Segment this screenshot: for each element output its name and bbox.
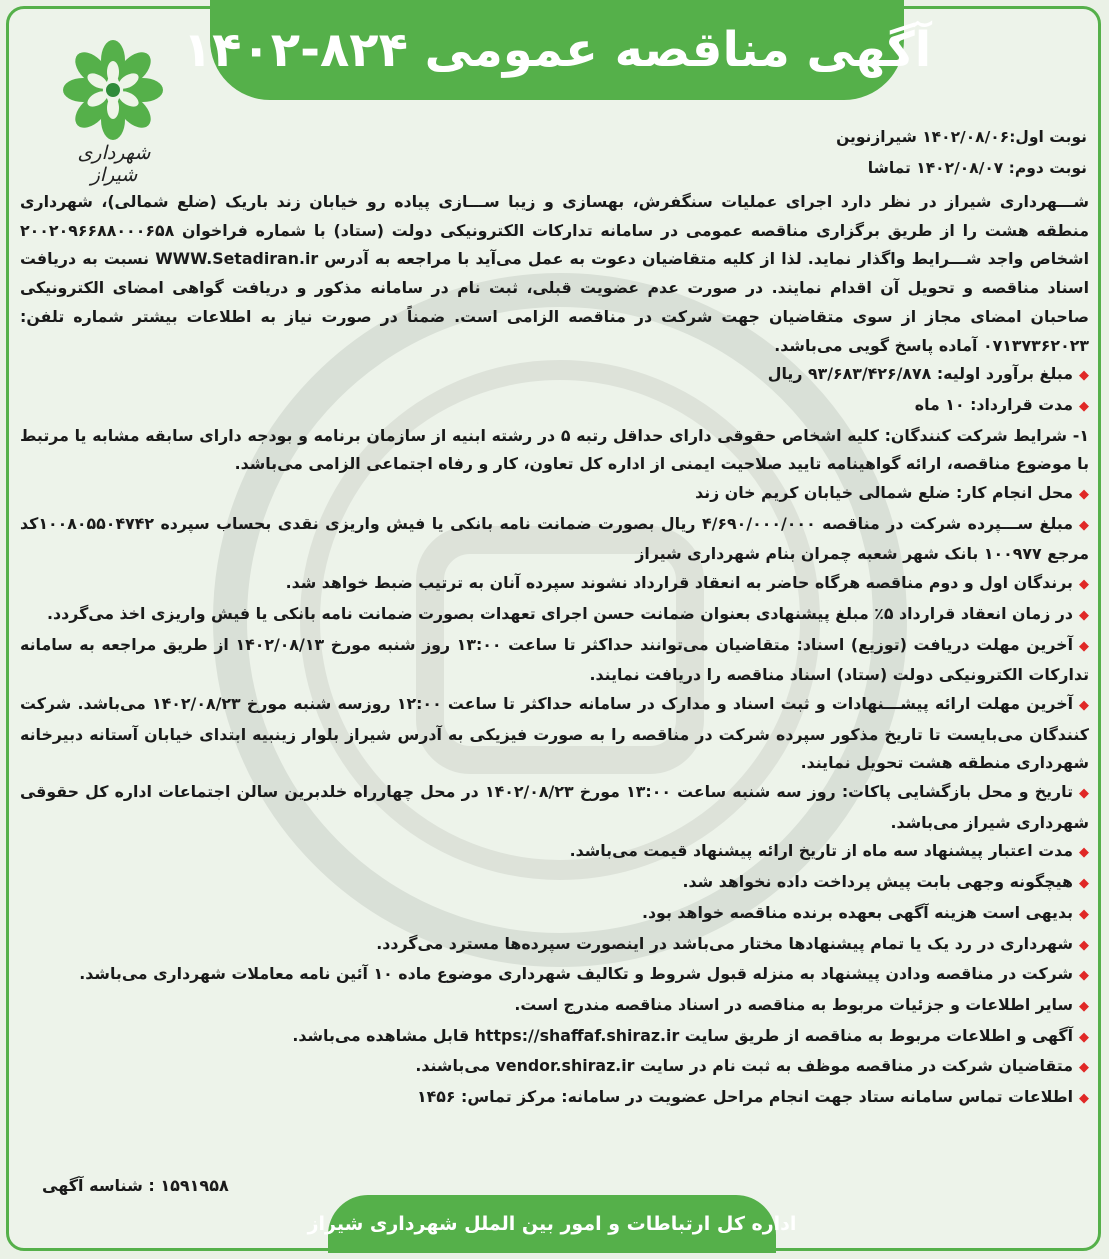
condition-item xyxy=(20,631,1089,690)
condition-text: مبلغ برآورد اولیه: ۹۳/۶۸۳/۴۲۶/۸۷۸ ریال xyxy=(767,364,1073,384)
diamond-bullet-icon: ◆ xyxy=(1079,845,1089,861)
second-publication: نوبت دوم: ۱۴۰۲/۰۸/۰۷ تماشا xyxy=(867,159,1087,177)
condition-item xyxy=(20,690,1089,778)
title-banner xyxy=(182,0,932,100)
condition-item xyxy=(20,1022,1089,1053)
condition-item xyxy=(20,868,1089,899)
condition-text: بدیهی است هزینه آگهی بعهده برنده مناقصه خواهد بود. xyxy=(641,902,1073,922)
condition-text: ۱- شرایط شرکت کنندگان: کلیه اشخاص حقوقی دارای حداقل رتبه ۵ در رشته ابنیه از سازمان برنامه و بودجه دارای سابقه مشابه یا مرتبط با موضوع مناقصه، ارائه گواهینامه تایید صلاحیت ایمنی از اداره کل تعاون، کار و رفاه اجتماعی الزامی می‌باشد. xyxy=(20,425,1089,474)
diamond-bullet-icon: ◆ xyxy=(1079,937,1089,953)
ad-body xyxy=(20,188,1089,1114)
diamond-bullet-icon: ◆ xyxy=(1079,786,1090,802)
condition-text: آگهی و اطلاعات مربوط به مناقصه از طریق سایت https://shaffaf.shiraz.ir قابل مشاهده می‌باشد. xyxy=(292,1025,1073,1045)
condition-text: مبلغ ســـپرده شرکت در مناقصه ۴/۶۹۰/۰۰۰/۰۰۰ ریال بصورت ضمانت نامه بانکی یا فیش واریزی نقدی بحساب سپرده ۱۰۰۸۰۵۵۰۴۷۴۲کد مرجع ۱۰۰۹۷۷ بانک شهر شعبه چمران بنام شهرداری شیراز xyxy=(20,513,1089,564)
diamond-bullet-icon: ◆ xyxy=(1079,638,1089,654)
condition-text: محل انجام کار: ضلع شمالی خیابان کریم خان زند xyxy=(695,483,1073,503)
intro-paragraph: شـــهرداری شیراز در نظر دارد اجرای عملیات سنگفرش، بهسازی و زیبا ســـازی پیاده رو خیابان زند باریک (ضلع شمالی)، شهرداری منطقه هشت را از طریق برگزاری مناقصه عمومی در سامانه تدارکات الکترونیکی دولت (ستاد) با شماره فراخوان ۲۰۰۲۰۹۶۶۸۸۰۰۰۶۵۸ اشخاص واجد شـــرایط واگذار نماید. لذا از کلیه متقاضیان دعوت به عمل می‌آید با مراجعه به آدرس WWW.Setadiran.ir نسبت به دریافت اسناد مناقصه و تحویل آن اقدام نمایند. در صورت عدم عضویت قبلی، ثبت نام در سامانه مذکور و دریافت گواهی امضای الکترونیکی صاحبان امضای مجاز از سوی متقاضیان جهت شرکت در مناقصه الزامی است. ضمناً در صورت نیاز به اطلاعات بیشتر شماره تلفن: ۰۷۱۳۷۳۶۲۰۲۳ آماده پاسخ گویی می‌باشد. xyxy=(20,192,1089,355)
diamond-bullet-icon: ◆ xyxy=(1079,368,1089,384)
diamond-bullet-icon: ◆ xyxy=(1079,1060,1089,1076)
condition-item xyxy=(20,479,1089,510)
diamond-bullet-icon: ◆ xyxy=(1079,906,1089,922)
condition-item xyxy=(20,991,1089,1022)
condition-item xyxy=(20,899,1089,930)
page-title: آگهی مناقصه عمومی ۸۲۴-۱۴۰۲ xyxy=(182,22,932,78)
conditions-list xyxy=(20,360,1089,1114)
publication-dates xyxy=(836,122,1087,184)
diamond-bullet-icon: ◆ xyxy=(1079,876,1089,892)
diamond-bullet-icon: ◆ xyxy=(1079,697,1090,713)
condition-text: تاریخ و محل بازگشایی پاکات: روز سه شنبه ساعت ۱۳:۰۰ مورخ ۱۴۰۲/۰۸/۲۳ در محل چهارراه خلدبرین سالن اجتماعات اداره کل حقوقی شهرداری شیراز می‌باشد. xyxy=(20,782,1089,832)
diamond-bullet-icon: ◆ xyxy=(1079,607,1089,623)
diamond-bullet-icon: ◆ xyxy=(1079,968,1089,984)
condition-text: آخرین مهلت ارائه پیشـــنهادات و ثبت اسناد و مدارک در سامانه حداکثر تا ساعت ۱۲:۰۰ روزسه شنبه مورخ ۱۴۰۲/۰۸/۲۳ می‌باشد. شرکت کنندگان می‌بایست تا تاریخ مذکور سپرده شرکت در مناقصه را به صورت فیزیکی به آدرس شیراز بلوار زینبیه ابتدای خیابان آستانه دبیرخانه شهرداری منطقه هشت تحویل نمایند. xyxy=(20,693,1089,773)
condition-item xyxy=(20,510,1089,569)
condition-item xyxy=(20,930,1089,961)
condition-item xyxy=(20,569,1089,600)
condition-text: شهرداری در رد یک یا تمام پیشنهادها مختار می‌باشد در اینصورت سپرده‌ها مسترد می‌گردد. xyxy=(376,933,1073,953)
condition-text: مدت اعتبار پیشنهاد سه ماه از تاریخ ارائه پیشنهاد قیمت می‌باشد. xyxy=(569,841,1073,861)
diamond-bullet-icon: ◆ xyxy=(1079,577,1089,593)
condition-item xyxy=(20,600,1089,631)
diamond-bullet-icon: ◆ xyxy=(1079,1091,1089,1107)
condition-item xyxy=(20,360,1089,391)
logo-caption: شهرداری شیراز xyxy=(77,142,151,186)
condition-item xyxy=(20,960,1089,991)
condition-text: هیچگونه وجهی بابت پیش پرداخت داده نخواهد شد. xyxy=(682,872,1073,892)
condition-text: اطلاعات تماس سامانه ستاد جهت انجام مراحل عضویت در سامانه: مرکز تماس: ۱۴۵۶ xyxy=(416,1087,1073,1107)
condition-item xyxy=(20,422,1089,479)
diamond-bullet-icon: ◆ xyxy=(1079,1029,1089,1045)
condition-text: شرکت در مناقصه ودادن پیشنهاد به منزله قبول شروط و تکالیف شهرداری موضوع ماده ۱۰ آئین نامه معاملات شهرداری می‌باشد. xyxy=(79,964,1073,984)
footer-banner xyxy=(307,1195,797,1253)
condition-item xyxy=(20,1083,1089,1114)
ad-identifier: ۱۵۹۱۹۵۸ : شناسه آگهی xyxy=(42,1176,229,1195)
condition-item xyxy=(20,391,1089,422)
condition-text: سایر اطلاعات و جزئیات مربوط به مناقصه در اسناد مناقصه مندرج است. xyxy=(514,994,1073,1014)
diamond-bullet-icon: ◆ xyxy=(1079,487,1089,503)
condition-item xyxy=(20,837,1089,868)
diamond-bullet-icon: ◆ xyxy=(1079,517,1090,533)
condition-text: متقاضیان شرکت در مناقصه موظف به ثبت نام در سایت vendor.shiraz.ir می‌باشند. xyxy=(415,1056,1073,1076)
condition-item xyxy=(20,1052,1089,1083)
first-publication: نوبت اول:۱۴۰۲/۰۸/۰۶ شیرازنوین xyxy=(836,128,1087,146)
diamond-bullet-icon: ◆ xyxy=(1079,398,1089,414)
condition-text: در زمان انعقاد قرارداد ۵٪ مبلغ پیشنهادی بعنوان ضمانت حسن اجرای تعهدات بصورت ضمانت نامه بانکی یا فیش واریزی اخذ می‌گردد. xyxy=(47,603,1073,623)
condition-item xyxy=(20,778,1089,837)
condition-text: مدت قرارداد: ۱۰ ماه xyxy=(914,394,1073,414)
condition-text: آخرین مهلت دریافت (توزیع) اسناد: متقاضیان می‌توانند حداکثر تا ساعت ۱۳:۰۰ روز شنبه مورخ ۱۴۰۲/۰۸/۱۳ از طریق مراجعه به سامانه تدارکات الکترونیکی دولت (ستاد) اسناد مناقصه را دریافت نمایند. xyxy=(20,634,1089,685)
condition-text: برندگان اول و دوم مناقصه هرگاه حاضر به انعقاد قرارداد نشوند سپرده آنان به ترتیب ضبط خواهد شد. xyxy=(285,573,1073,593)
footer-text: اداره کل ارتباطات و امور بین الملل شهرداری شیراز xyxy=(307,1213,797,1235)
diamond-bullet-icon: ◆ xyxy=(1079,998,1089,1014)
